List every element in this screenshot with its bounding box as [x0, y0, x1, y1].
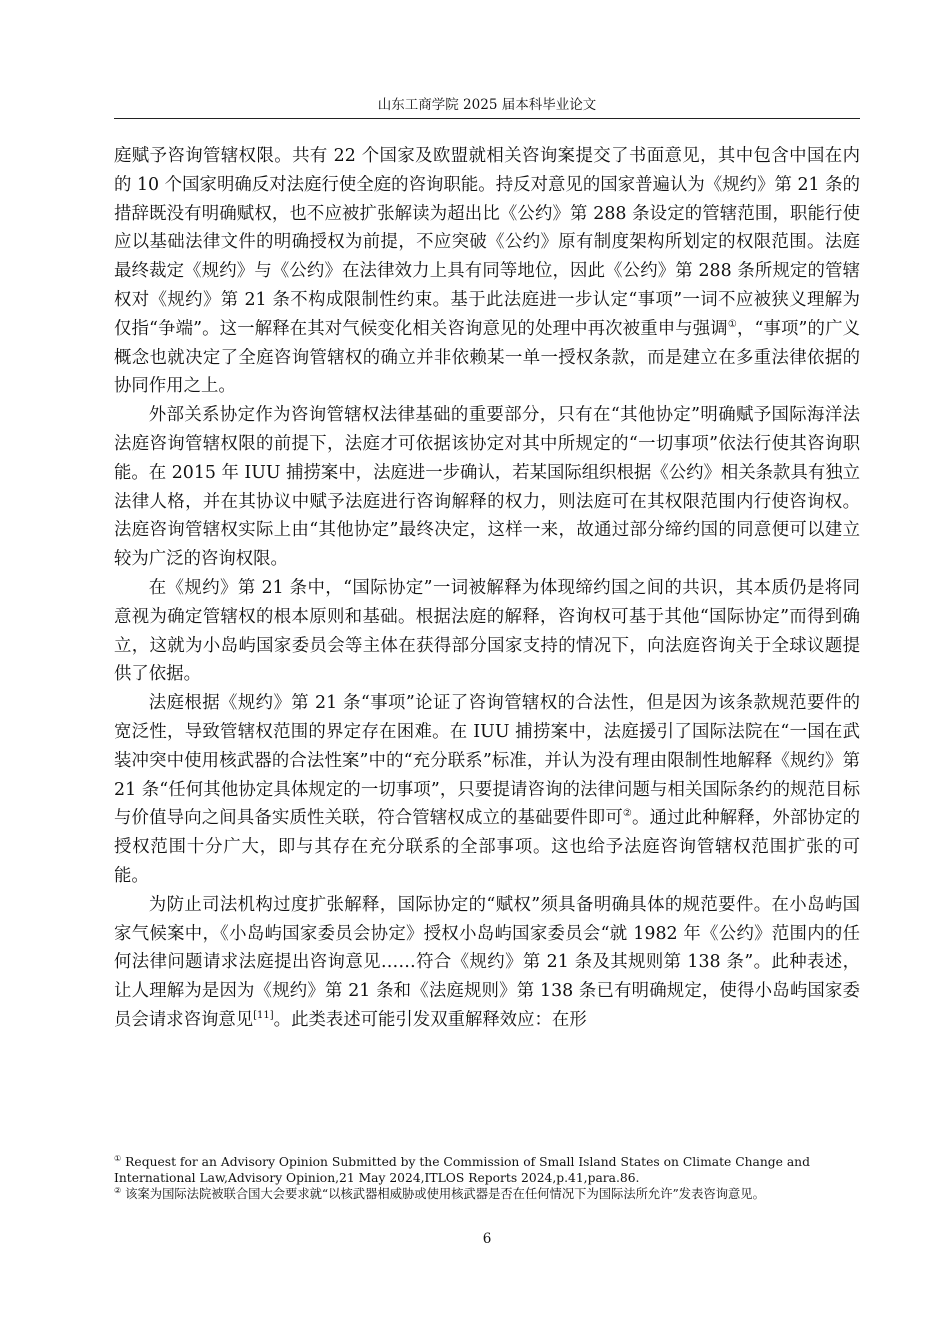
footnote-1: ① Request for an Advisory Opinion Submitted by the Commission of Small Island States on Climate Change and International Law,Advisory Opinion,21 May 2024,ITLOS Reports 2024,p.41,para.86. — [114, 1153, 810, 1185]
footnote-ref-2[interactable]: ② — [622, 808, 633, 820]
paragraph-2: 外部关系协定作为咨询管辖权法律基础的重要部分，只有在“其他协定”明确赋予国际海洋法法庭咨询管辖权限的前提下，法庭才可依据该协定对其中所规定的“一切事项”依法行使其咨询职能。在 2015 年 IUU 捕捞案中，法庭进一步确认，若某国际组织根据《公约》相关条款具有独立法律人格，并在其协议中赋予法庭进行咨询解释的权力，则法庭可在其权限范围内行使咨询权。法庭咨询管辖权实际上由“其他协定”最终决定，这样一来，故通过部分缔约国的同意便可以建立较为广泛的咨询权限。 — [114, 405, 861, 570]
page-number: 6 — [482, 1231, 492, 1247]
paragraph-4: 法庭根据《规约》第 21 条“事项”论证了咨询管辖权的合法性，但是因为该条款规范要件的宽泛性，导致管辖权范围的界定存在困难。在 IUU 捕捞案中，法庭援引了国际法院在“一国在武装冲突中使用核武器的合法性案”中的“充分联系”标准，并认为没有理由限制性地解释《规约》第 21 条“任何其他协定具体规定的一切事项”，只要提请咨询的法律问题与相关国际条约的规范目标与价值导向之间具备实质性关联，符合管辖权成立的基础要件即可②。通过此种解释，外部协定的授权范围十分广大，即与其存在充分联系的全部事项。这也给予法庭咨询管辖权范围扩张的可能。 — [114, 693, 860, 886]
running-header: 山东工商学院 2025 届本科毕业论文 — [377, 97, 597, 113]
paragraph-5: 为防止司法机构过度扩张解释，国际协定的“赋权”须具备明确具体的规范要件。在小岛屿国家气候案中，《小岛屿国家委员会协定》授权小岛屿国家委员会“就 1982 年《公约》范围内的任何法律问题请求法庭提出咨询意见……符合《规约》第 21 条及其规则第 138 条”。此种表述，让人理解为是因为《规约》第 21 条和《法庭规则》第 138 条已有明确规定，使得小岛屿国家委员会请求咨询意见[11]。此类表述可能引发双重解释效应：在形 — [114, 894, 860, 1030]
footnote-2: ② 该案为国际法院被联合国大会要求就“以核武器相威胁或使用核武器是否在任何情况下为国际法所允许”发表咨询意见。 — [114, 1185, 765, 1201]
paragraph-3: 在《规约》第 21 条中，“国际协定”一词被解释为体现缔约国之间的共识，其本质仍是将同意视为确定管辖权的根本原则和基础。根据法庭的解释，咨询权可基于其他“国际协定”而得到确立，这就为小岛屿国家委员会等主体在获得部分国家支持的情况下，向法庭咨询关于全球议题提供了依据。 — [114, 577, 860, 685]
footnotes — [114, 1154, 860, 1202]
main-text — [114, 142, 860, 1035]
footnote-ref-1[interactable]: ① — [727, 318, 737, 330]
paragraph-1: 庭赋予咨询管辖权限。共有 22 个国家及欧盟就相关咨询案提交了书面意见，其中包含中国在内的 10 个国家明确反对法庭行使全庭的咨询职能。持反对意见的国家普遍认为《规约》第 21 条的措辞既没有明确赋权，也不应被扩张解读为超出比《公约》第 288 条设定的管辖范围，职能行使应以基础法律文件的明确授权为前提，不应突破《公约》原有制度架构所划定的权限范围。法庭最终裁定《规约》与《公约》在法律效力上具有同等地位，因此《公约》第 288 条所规定的管辖权对《规约》第 21 条不构成限制性约束。基于此法庭进一步认定“事项”一词不应被狭义理解为仅指“争端”。这一解释在其对气候变化相关咨询意见的处理中再次被重申与强调①，“事项”的广义概念也就决定了全庭咨询管辖权的确立并非依赖某一单一授权条款，而是建立在多重法律依据的协同作用之上。 — [114, 146, 860, 397]
citation-ref-11[interactable]: [11] — [253, 1010, 274, 1022]
header-rule — [114, 118, 860, 119]
